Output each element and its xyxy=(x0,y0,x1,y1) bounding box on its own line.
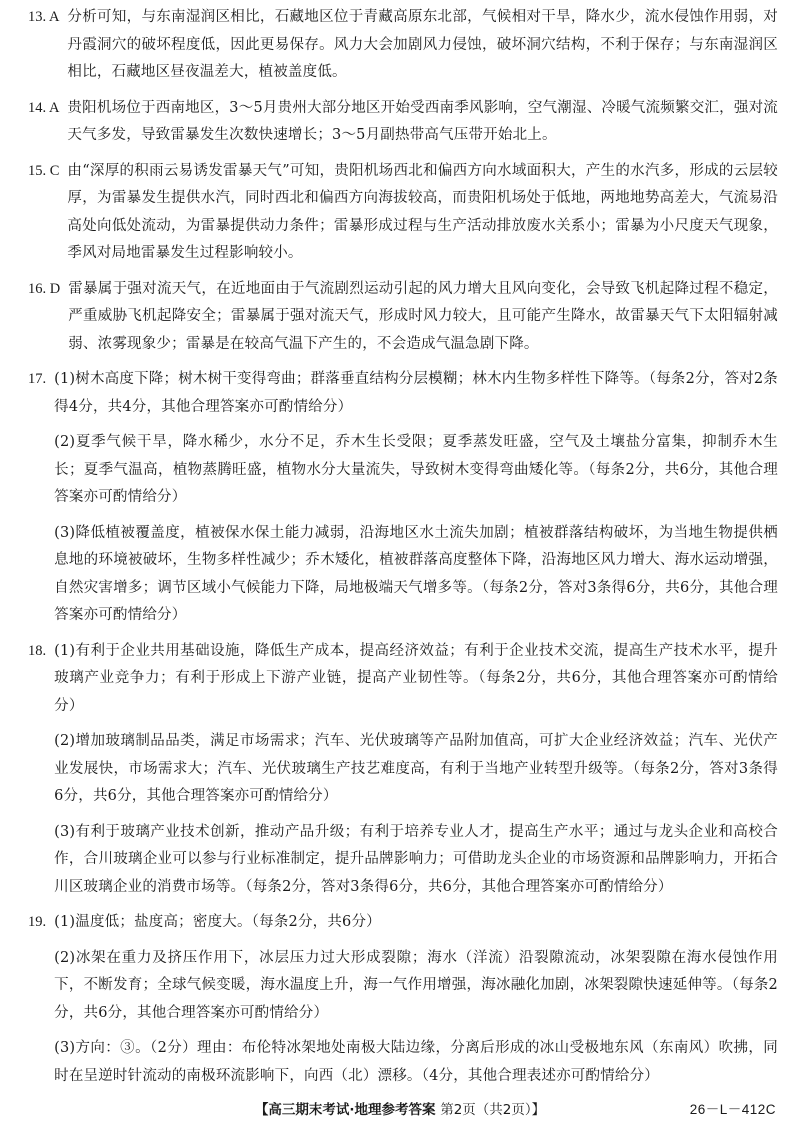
question-18-part-2: (2)增加玻璃制品品类，满足市场需求；汽车、光伏玻璃等产品附加值高，可扩大企业经济效益；汽车、光伏产业发展快，市场需求大；汽车、光伏玻璃生产技艺难度高，有利于当地产业转型升级等。（每条2分，答对3条得6分，共6分，其他合理答案亦可酌情给分） xyxy=(54,733,778,804)
answer-number: 15. C xyxy=(28,162,60,179)
question-number: 17. xyxy=(28,371,47,387)
question-18 xyxy=(28,638,778,910)
question-19-part-3: (3)方向：③。（2分）理由：布伦特冰架地处南极大陆边缘，分离后形成的冰山受极地东风（东南风）吹拂，同时在呈逆时针流动的南极环流影响下，向西（北）漂移。（4分，其他合理表述亦可酌情给分） xyxy=(54,1040,778,1084)
question-19-part-2: (2)冰架在重力及挤压作用下，冰层压力过大形成裂隙；海水（洋流）沿裂隙流动，冰架裂隙在海水侵蚀作用下，不断发育；全球气候变暖，海水温度上升，海一气作用增强，海冰融化加剧，冰架裂隙快速延伸等。（每条2分，共6分，其他合理答案亦可酌情给分） xyxy=(54,949,778,1021)
answer-13 xyxy=(28,4,778,87)
footer-title xyxy=(0,1098,800,1122)
footer-code: 26－L－412C xyxy=(689,1102,776,1117)
question-18-part-3: (3)有利于玻璃产业技术创新，推动产品升级；有利于培养专业人才，提高生产水平；通过与龙头企业和高校合作，合川玻璃企业可以参与行业标准制定，提升品牌影响力；可借助龙头企业的市场资源和品牌影响力，开拓合川区玻璃企业的消费市场等。（每条2分，答对3条得6分，共6分，其他合理答案亦可酌情给分） xyxy=(54,823,778,895)
answer-15 xyxy=(28,158,778,268)
answer-number: 14. A xyxy=(28,99,60,116)
question-number: 18. xyxy=(28,642,47,659)
footer-title-text: 【高三期末考试·地理参考答案 xyxy=(254,1102,436,1118)
question-18-part-1: (1)有利于企业共用基础设施，降低生产成本，提高经济效益；有利于企业技术交流，提高生产技术水平，提升玻璃产业竞争力；有利于形成上下游产业链，提高产业韧性等。（每条2分，共6分，其他合理答案亦可酌情给分） xyxy=(54,642,778,714)
answer-text: 雷暴属于强对流天气，在近地面由于气流剧烈运动引起的风力增大且风向变化，会导致飞机起降过程不稳定，严重威胁飞机起降安全；雷暴属于强对流天气，形成时风力较大，且可能产生降水，故雷暴天气下太阳辐射减弱、浓雾现象少；雷暴是在较高气温下产生的，不会造成气温急剧下降。 xyxy=(68,280,778,352)
question-number: 19. xyxy=(28,914,47,930)
answer-text: 分析可知，与东南湿润区相比，石藏地区位于青藏高原东北部，气候相对干旱，降水少，流水侵蚀作用弱，对丹霞洞穴的破坏程度低，因此更易保存。风力大会加剧风力侵蚀，破坏洞穴结构，不利于保存；与东南湿润区相比，石藏地区昼夜温差大，植被盖度低。 xyxy=(67,9,778,80)
answer-16 xyxy=(28,276,778,359)
question-17-part-2: (2)夏季气候干旱，降水稀少，水分不足，乔木生长受限；夏季蒸发旺盛，空气及土壤盐分富集，抑制乔木生长；夏季气温高，植物蒸腾旺盛，植物水分大量流失，导致树木变得弯曲矮化等。（每条2分，共6分，其他合理答案亦可酌情给分） xyxy=(54,434,778,505)
question-17 xyxy=(28,366,778,638)
question-17-part-1: (1)树木高度下降；树木树干变得弯曲；群落垂直结构分层模糊；林木内生物多样性下降等。（每条2分，答对2条得4分，共4分，其他合理答案亦可酌情给分） xyxy=(54,371,778,415)
footer-page-number: 第2页（共2页）】 xyxy=(440,1102,546,1118)
question-17-part-3: (3)降低植被覆盖度，植被保水保土能力减弱，沿海地区水土流失加剧；植被群落结构破坏，为当地生物提供栖息地的环境被破坏，生物多样性减少；乔木矮化，植被群落高度整体下降，沿海地区风力增大、海水运动增强，自然灾害增多；调节区域小气候能力下降，局地极端天气增多等。（每条2分，答对3条得6分，共6分，其他合理答案亦可酌情给分） xyxy=(54,524,778,623)
page-footer xyxy=(0,1098,800,1122)
answer-text: 贵阳机场位于西南地区，3～5月贵州大部分地区开始受西南季风影响，空气潮湿、冷暖气流频繁交汇，强对流天气多发，导致雷暴发生次数快速增长；3～5月副热带高气压带开始北上。 xyxy=(67,99,778,143)
question-19 xyxy=(28,909,778,1098)
question-19-part-1: (1)温度低；盐度高；密度大。（每条2分，共6分） xyxy=(54,914,381,930)
answer-14 xyxy=(28,95,778,150)
answer-text: 由“深厚的积雨云易诱发雷暴天气”可知，贵阳机场西北和偏西方向水域面积大，产生的水汽多，形成的云层较厚，为雷暴发生提供水汽，同时西北和偏西方向海拔较高，而贵阳机场处于低地，两地地势高差大，气流易沿高处向低处流动，为雷暴提供动力条件；雷暴形成过程与生产活动排放废水关系小；雷暴为小尺度天气现象，季风对局地雷暴发生过程影响较小。 xyxy=(67,162,778,261)
answer-number: 16. D xyxy=(28,280,61,297)
answer-number: 13. A xyxy=(28,9,60,25)
